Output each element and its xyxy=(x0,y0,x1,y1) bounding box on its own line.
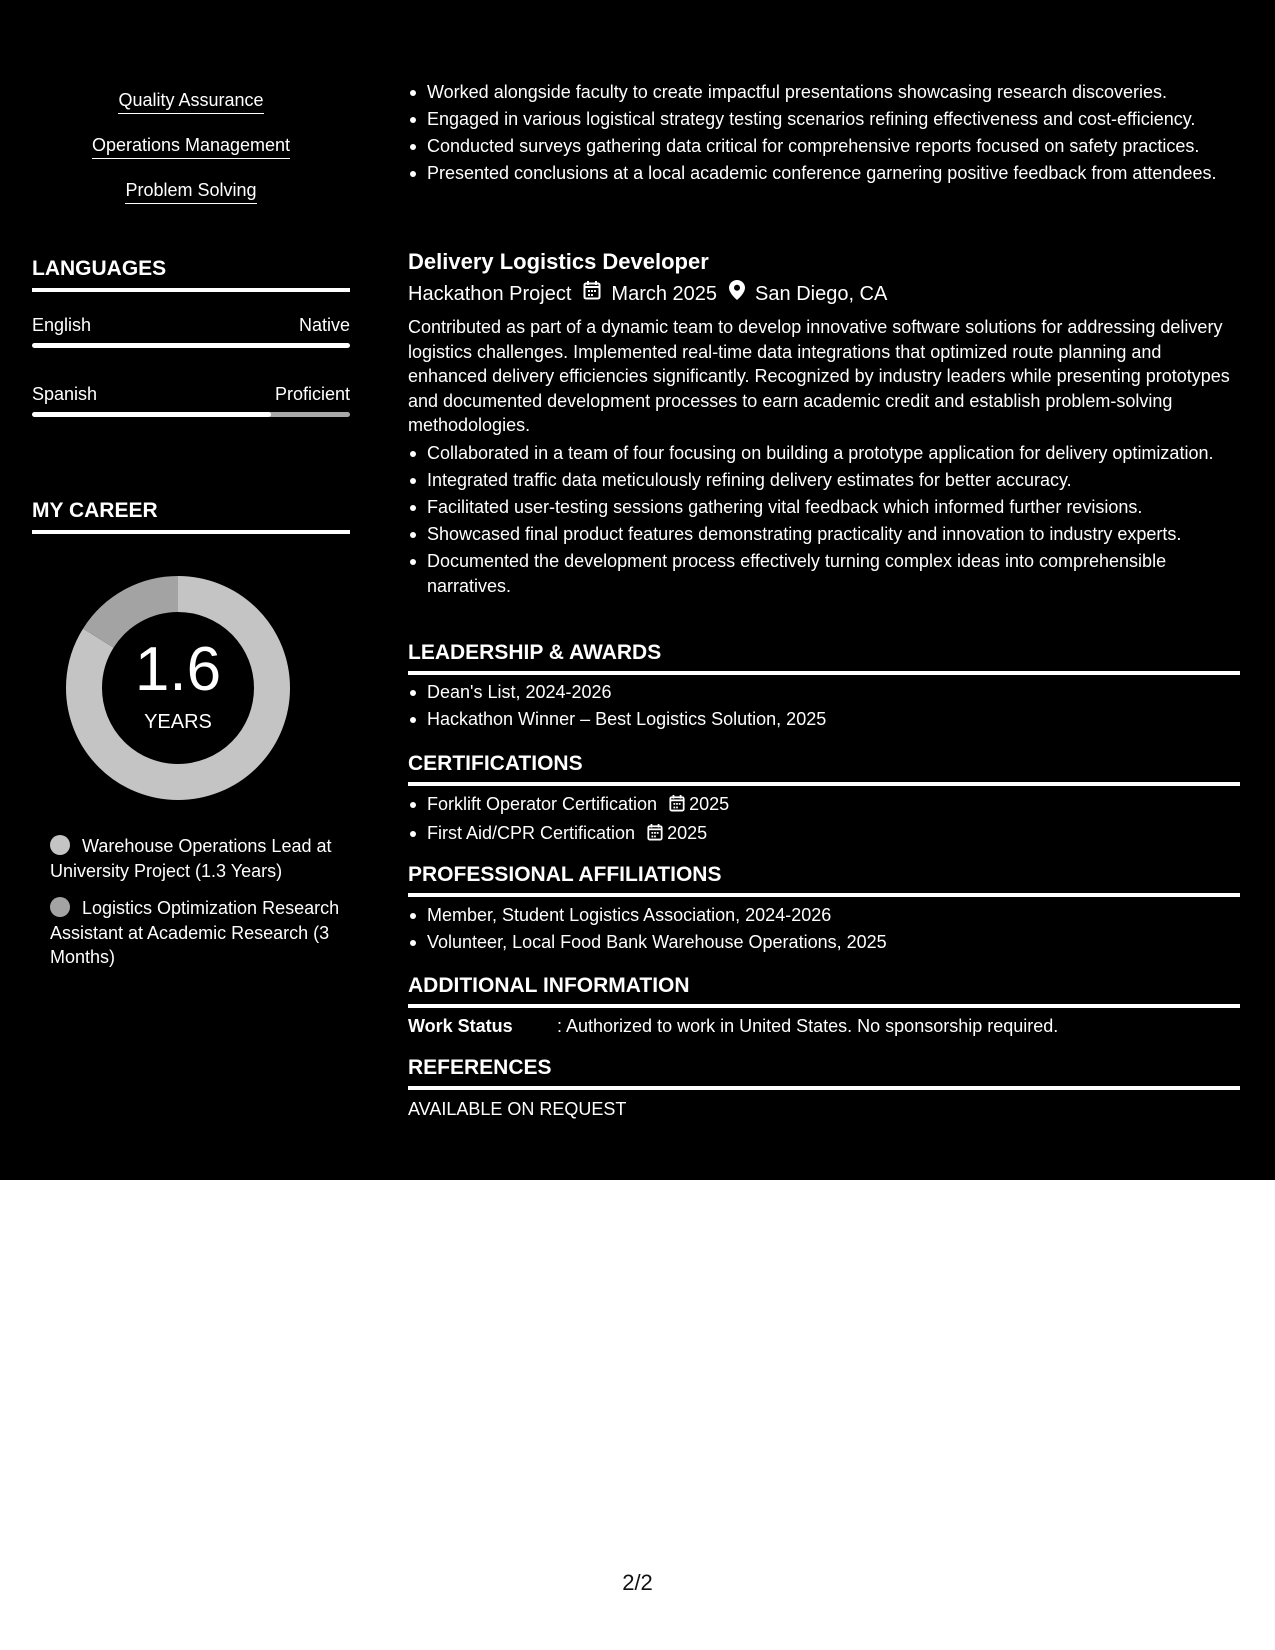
skill-item[interactable]: Quality Assurance xyxy=(32,88,350,114)
certifications-list xyxy=(408,792,1240,850)
list-item: Volunteer, Local Food Bank Warehouse Operations, 2025 xyxy=(408,930,1240,955)
language-name: English xyxy=(32,315,92,335)
legend-dot xyxy=(50,835,70,855)
additional-info-title: ADDITIONAL INFORMATION xyxy=(408,973,1240,1008)
job-date: March 2025 xyxy=(611,282,718,305)
job-title: Delivery Logistics Developer xyxy=(408,249,709,274)
calendar-icon xyxy=(647,823,663,848)
references-title: REFERENCES xyxy=(408,1055,1240,1090)
affiliations-list xyxy=(408,903,1240,957)
list-item: Showcased final product features demonstrating practicality and innovation to industry experts. xyxy=(408,522,1240,547)
career-legend-item: Logistics Optimization Research Assistant at Academic Research (3 Months) xyxy=(50,898,340,967)
language-name: Spanish xyxy=(32,384,98,404)
list-item: First Aid/CPR Certification 2025 xyxy=(408,821,1240,848)
career-title: MY CAREER xyxy=(32,498,350,534)
list-item: Dean's List, 2024-2026 xyxy=(408,680,1240,705)
certifications-title: CERTIFICATIONS xyxy=(408,751,1240,786)
list-item: Presented conclusions at a local academic conference garnering positive feedback from attendees. xyxy=(408,161,1240,186)
job-description: Contributed as part of a dynamic team to develop innovative software solutions for addressing delivery logistics challenges. Implemented real-time data integrations that optimized route planning and enhanced delivery efficiencies significantly. Recognized by industry leaders while presenting prototypes and documented development processes to earn academic credit and establish problem-solving methodologies. xyxy=(408,317,1230,435)
affiliations-title: PROFESSIONAL AFFILIATIONS xyxy=(408,862,1240,897)
list-item: Hackathon Winner – Best Logistics Solution, 2025 xyxy=(408,707,1240,732)
language-row xyxy=(32,383,350,405)
calendar-icon xyxy=(583,280,601,307)
list-item: Member, Student Logistics Association, 2024-2026 xyxy=(408,903,1240,928)
page-number: 2/2 xyxy=(622,1570,653,1595)
skill-item[interactable]: Problem Solving xyxy=(32,178,350,204)
work-status-row xyxy=(408,1014,1240,1038)
language-bar-fill xyxy=(32,343,350,348)
career-legend-item: Warehouse Operations Lead at University Project (1.3 Years) xyxy=(50,836,332,881)
list-item: Worked alongside faculty to create impactful presentations showcasing research discoveries. xyxy=(408,80,1240,105)
list-item: Forklift Operator Certification 2025 xyxy=(408,792,1240,819)
leadership-list xyxy=(408,680,1240,734)
work-status-value: : Authorized to work in United States. No sponsorship required. xyxy=(557,1016,1059,1036)
calendar-icon xyxy=(669,794,685,819)
career-total-value: 1.6 xyxy=(134,635,222,704)
languages-title: LANGUAGES xyxy=(32,256,350,292)
language-bar xyxy=(32,343,350,348)
list-item: Conducted surveys gathering data critical for comprehensive reports focused on safety practices. xyxy=(408,134,1240,159)
legend-dot xyxy=(50,897,70,917)
work-status-label: Work Status xyxy=(408,1016,513,1036)
language-level: Native xyxy=(298,315,350,335)
language-row xyxy=(32,314,350,336)
career-donut-chart xyxy=(66,576,290,800)
career-total-unit: YEARS xyxy=(144,711,212,733)
language-level: Proficient xyxy=(274,384,350,404)
job-location: San Diego, CA xyxy=(755,282,888,305)
list-item: Documented the development process effectively turning complex ideas into comprehensible narratives. xyxy=(408,549,1240,598)
map-pin-icon xyxy=(729,280,745,307)
job-organization: Hackathon Project xyxy=(408,282,572,305)
previous-job-bullets xyxy=(408,80,1240,188)
list-item: Facilitated user-testing sessions gathering vital feedback which informed further revisions. xyxy=(408,495,1240,520)
list-item: Integrated traffic data meticulously refining delivery estimates for better accuracy. xyxy=(408,468,1240,493)
language-bar xyxy=(32,412,350,417)
references-text: AVAILABLE ON REQUEST xyxy=(408,1099,627,1119)
skill-item[interactable]: Operations Management xyxy=(32,133,350,159)
list-item: Engaged in various logistical strategy testing scenarios refining effectiveness and cost-efficiency. xyxy=(408,107,1240,132)
job-meta xyxy=(408,280,1240,307)
job-bullets xyxy=(408,441,1240,601)
language-bar-fill xyxy=(32,412,271,417)
list-item: Collaborated in a team of four focusing on building a prototype application for delivery optimization. xyxy=(408,441,1240,466)
leadership-title: LEADERSHIP & AWARDS xyxy=(408,640,1240,675)
